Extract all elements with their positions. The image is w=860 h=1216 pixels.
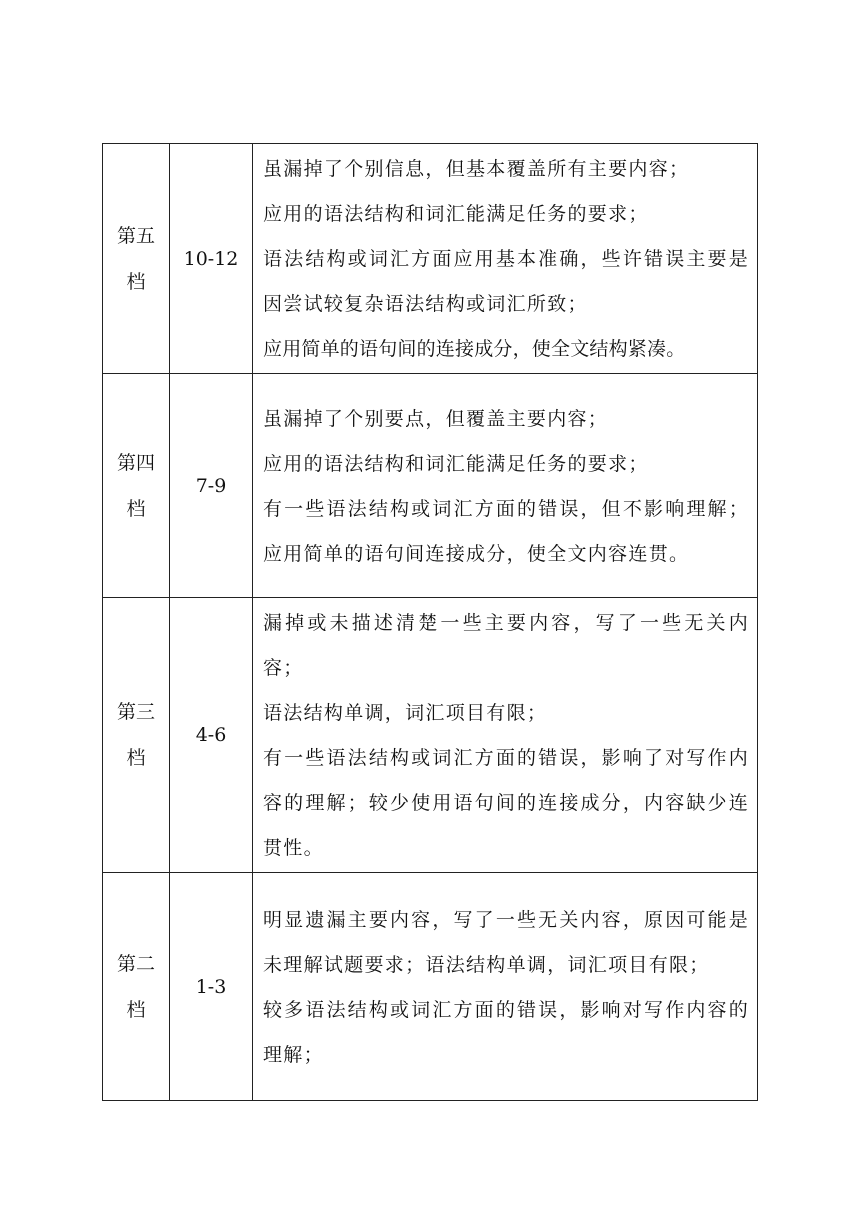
scoring-rubric-table (102, 143, 758, 1101)
description-line: 虽漏掉了个别信息，但基本覆盖所有主要内容； (263, 158, 690, 180)
description-line: 应用的语法结构和词汇能满足任务的要求； (263, 452, 649, 475)
description-line: 有一些语法结构或词汇方面的错误，影响了对写作内容的理解；较少使用语句间的连接成分，内容缺少连贯性。 (263, 747, 749, 859)
description-line: 应用的语法结构和词汇能满足任务的要求； (263, 203, 649, 225)
score-cell: 1-3 (170, 873, 253, 1101)
score-cell: 10-12 (170, 144, 253, 374)
description-line: 较多语法结构或词汇方面的错误，影响对写作内容的理解； (263, 998, 749, 1066)
description-line: 有一些语法结构或词汇方面的错误，但不影响理解；应用简单的语句间连接成分，使全文内容连贯。 (263, 497, 749, 565)
description-cell (253, 144, 758, 374)
level-cell (103, 598, 170, 873)
level-label: 第四档 (116, 451, 155, 520)
table-row (103, 374, 758, 598)
level-cell (103, 873, 170, 1101)
level-cell (103, 374, 170, 598)
score-cell: 7-9 (170, 374, 253, 598)
description-line: 虽漏掉了个别要点，但覆盖主要内容； (263, 407, 609, 430)
table-row (103, 598, 758, 873)
level-label: 第三档 (116, 701, 155, 769)
table-row (103, 873, 758, 1101)
table-row (103, 144, 758, 374)
description-line: 漏掉或未描述清楚一些主要内容，写了一些无关内容； (263, 612, 749, 679)
level-cell (103, 144, 170, 374)
score-cell: 4-6 (170, 598, 253, 873)
description-line: 明显遗漏主要内容，写了一些无关内容，原因可能是未理解试题要求；语法结构单调，词汇项目有限； (263, 908, 749, 976)
description-cell (253, 873, 758, 1101)
description-line: 语法结构或词汇方面应用基本准确，些许错误主要是因尝试较复杂语法结构或词汇所致； (263, 248, 749, 315)
level-label: 第二档 (116, 952, 155, 1021)
description-line: 语法结构单调，词汇项目有限； (263, 702, 548, 724)
description-cell (253, 374, 758, 598)
level-label: 第五档 (116, 224, 155, 293)
description-line: 应用简单的语句间的连接成分，使全文结构紧凑。 (263, 338, 686, 360)
description-cell (253, 598, 758, 873)
